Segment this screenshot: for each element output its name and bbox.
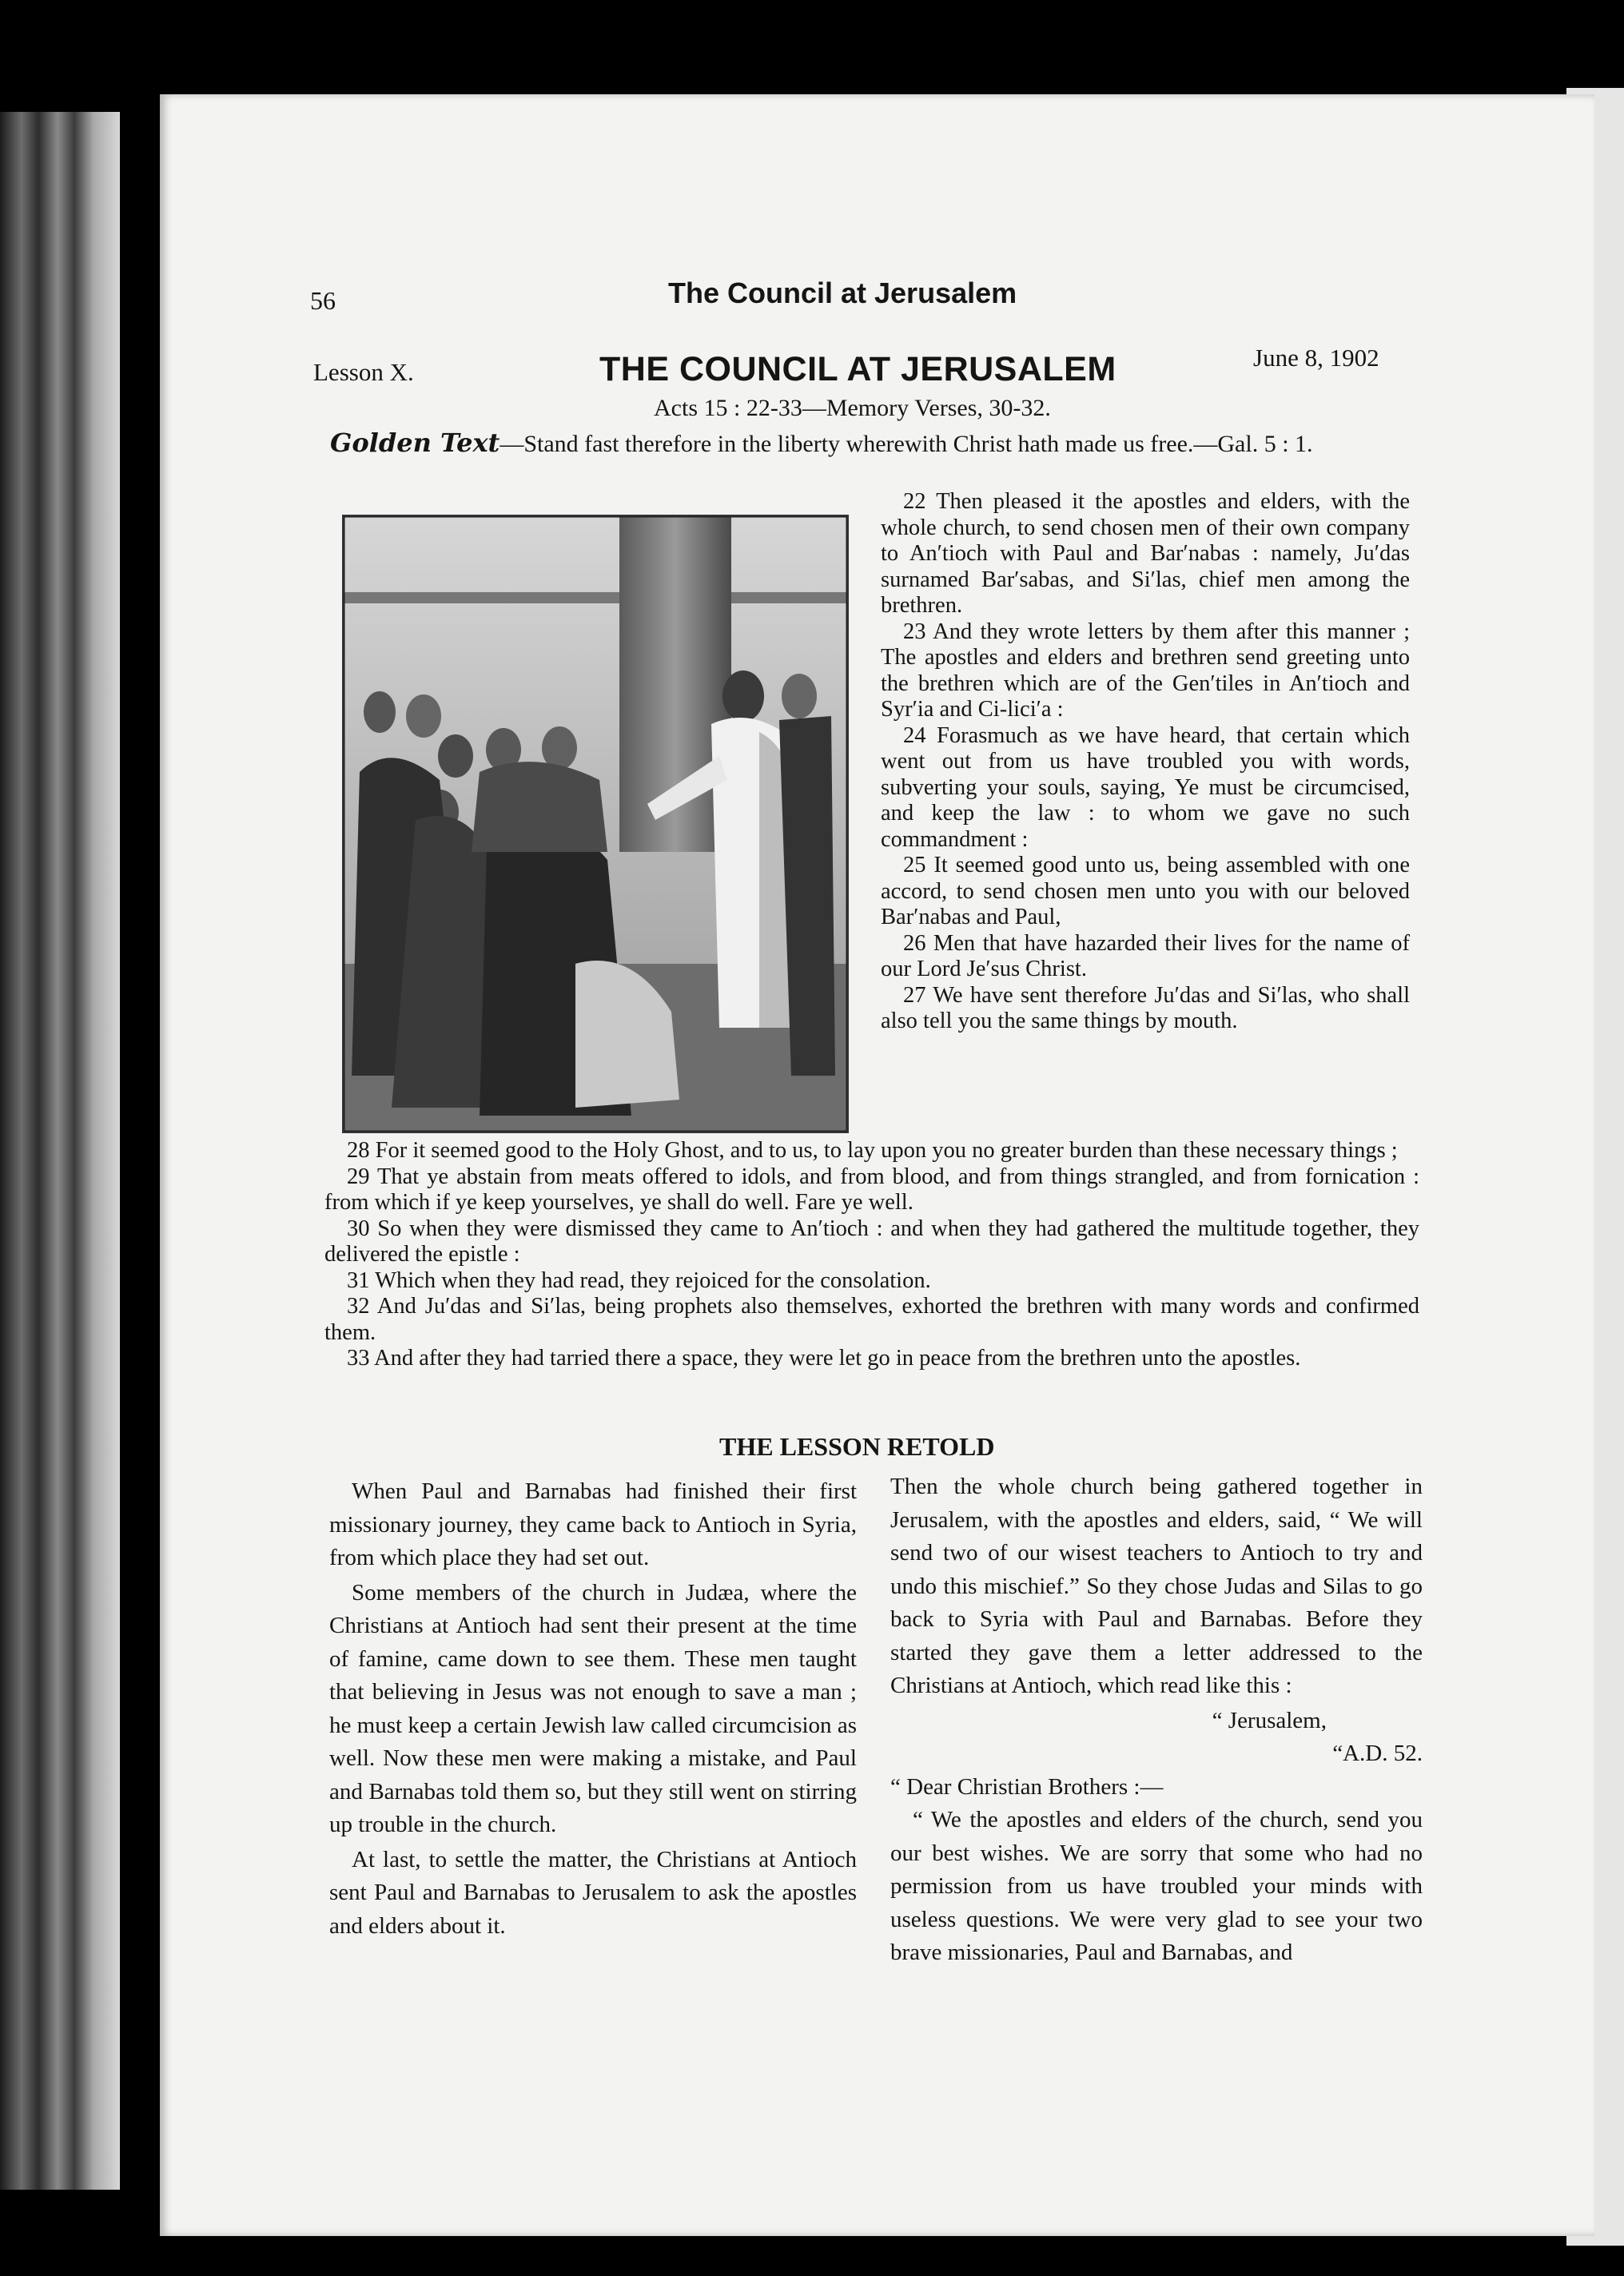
verse-30: 30 So when they were dismissed they came to An′tioch : and when they had gathered the multitude together, they delivered the epistle : — [324, 1216, 1419, 1267]
verse-28: 28 For it seemed good to the Holy Ghost, and to us, to lay upon you no greater burden than these necessary things ; — [347, 1138, 1398, 1163]
lesson-title: THE COUNCIL AT JERUSALEM — [599, 350, 1116, 388]
golden-text-label: Golden Text — [330, 428, 500, 458]
retold-paragraph-2: Some members of the church in Judæa, where the Christians at Antioch had sent their present at the time of famine, came down to see them. These men taught that believing in Jesus was not enough to save a man ; he must keep a certain Jewish law called circumcision as well. Now these men were making a mistake, and Paul and Barnabas told them so, but they still went on stirring up trouble in the church. — [329, 1579, 857, 1837]
verse-33: 33 And after they had tarried there a space, they were let go in peace from the brethren unto the apostles. — [347, 1346, 1301, 1371]
verse-29: 29 That ye abstain from meats offered to idols, and from blood, and from things strangled, and from fornication : from which if ye keep yourselves, ye shall do well. Fare ye well. — [324, 1164, 1419, 1215]
verse-26: 26 Men that have hazarded their lives for the name of our Lord Je′sus Christ. — [881, 930, 1410, 981]
page-number: 56 — [310, 286, 336, 315]
verse-32: 32 And Ju′das and Si′las, being prophets also themselves, exhorted the brethren with many words and confirmed them. — [324, 1294, 1419, 1345]
letter-date: “A.D. 52. — [1332, 1741, 1423, 1766]
retold-left-column — [329, 1475, 857, 1944]
retold-paragraph-1: When Paul and Barnabas had finished their first missionary journey, they came back to Antioch in Syria, from which place they had set out. — [329, 1478, 857, 1570]
book-spine — [0, 112, 120, 2190]
verse-27: 27 We have sent therefore Ju′das and Si′las, who shall also tell you the same things by mouth. — [881, 982, 1410, 1033]
retold-right-column — [890, 1470, 1423, 1972]
retold-paragraph-4: Then the whole church being gathered together in Jerusalem, with the apostles and elders, said, “ We will send two of our wisest teachers to Antioch to try and undo this mischief.” So they chose Judas and Silas to go back to Syria with Paul and Barnabas. Before they started they gave them a letter addressed to the Christians at Antioch, which read like this : — [890, 1474, 1423, 1698]
verse-23: 23 And they wrote letters by them after this manner ; The apostles and elders and brethren send greeting unto the brethren which are of the Gen′tiles in An′tioch and Syr′ia and Ci-lici′a : — [881, 619, 1410, 722]
letter-body: “ We the apostles and elders of the church, send you our best wishes. We are sorry that some who had no permission from us have troubled your minds with useless questions. We were very glad to see your two brave missionaries, Paul and Barnabas, and — [890, 1807, 1423, 1965]
verses-right-column — [881, 489, 1410, 1035]
lesson-retold-heading: THE LESSON RETOLD — [719, 1432, 995, 1461]
verse-31: 31 Which when they had read, they rejoiced for the consolation. — [347, 1267, 931, 1293]
retold-paragraph-3: At last, to settle the matter, the Christians at Antioch sent Paul and Barnabas to Jerusalem to ask the apostles and elders about it. — [329, 1846, 857, 1939]
council-illustration-image — [344, 516, 847, 1132]
lesson-illustration — [342, 515, 849, 1133]
verse-24: 24 Forasmuch as we have heard, that certain which went out from us have troubled you with words, subverting your souls, saying, Ye must be circumcised, and keep the law : to whom we gave no such commandment : — [881, 722, 1410, 852]
verse-25: 25 It seemed good unto us, being assembled with one accord, to send chosen men unto you with our beloved Bar′nabas and Paul, — [881, 853, 1410, 929]
golden-text — [316, 430, 1566, 457]
running-head: The Council at Jerusalem — [668, 277, 1017, 309]
verses-full-width — [324, 1138, 1419, 1372]
verse-22: 22 Then pleased it the apostles and elders, with the whole church, to send chosen men of their own company to An′tioch with Paul and Bar′nabas : namely, Ju′das surnamed Bar′sabas, and Si′las, chief men among the brethren. — [881, 489, 1410, 618]
letter-salutation: “ Dear Christian Brothers :— — [890, 1773, 1164, 1800]
lesson-number: Lesson X. — [313, 358, 414, 386]
golden-text-body: —Stand fast therefore in the liberty wherewith Christ hath made us free.—Gal. 5 : 1. — [500, 431, 1313, 457]
lesson-date: June 8, 1902 — [1253, 344, 1379, 372]
letter-place: “ Jerusalem, — [1212, 1707, 1327, 1733]
scripture-reference: Acts 15 : 22-33—Memory Verses, 30-32. — [654, 395, 1051, 421]
